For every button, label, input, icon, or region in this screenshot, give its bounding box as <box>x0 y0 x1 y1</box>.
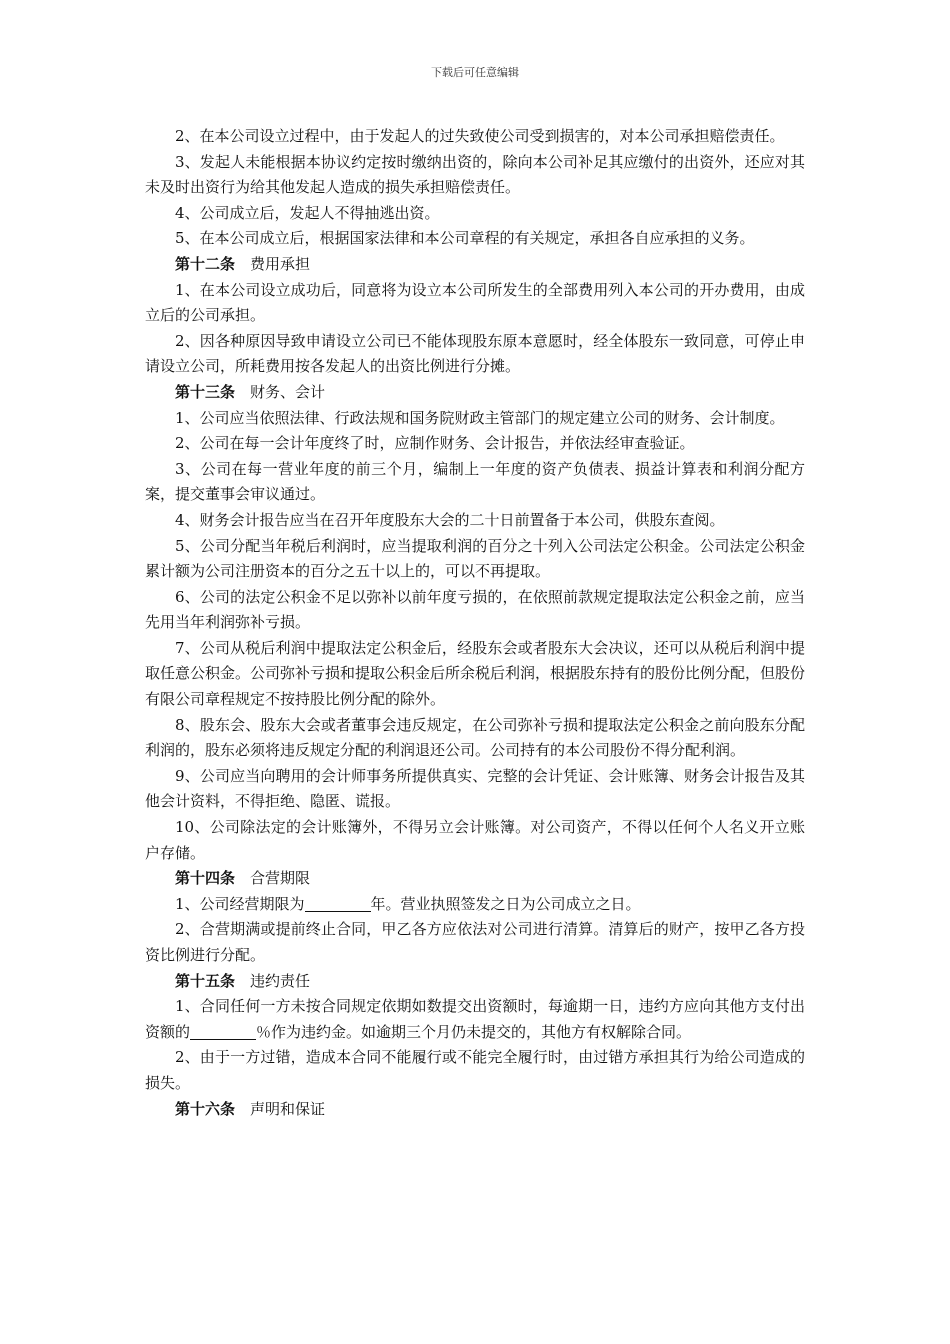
document-body <box>145 124 805 1122</box>
paragraph: 5、在本公司成立后，根据国家法律和本公司章程的有关规定，承担各自应承担的义务。 <box>175 229 755 248</box>
paragraph: 2、合营期满或提前终止合同，甲乙各方应依法对公司进行清算。清算后的财产，按甲乙各方投资比例进行分配。 <box>145 920 805 964</box>
article-heading-15 <box>145 969 805 995</box>
paragraph-text: ％作为违约金。如逾期三个月仍未提交的，其他方有权解除合同。 <box>256 1022 692 1041</box>
page-header: 下载后可任意编辑 <box>431 66 519 79</box>
article-title: 费用承担 <box>250 254 311 273</box>
paragraph: 4、财务会计报告应当在召开年度股东大会的二十日前置备于本公司，供股东查阅。 <box>175 510 725 529</box>
fill-in-blank <box>305 895 371 912</box>
article-heading-12 <box>145 252 805 278</box>
article-title: 违约责任 <box>250 971 311 990</box>
paragraph: 1、在本公司设立成功后，同意将为设立本公司所发生的全部费用列入本公司的开办费用，由成立后的公司承担。 <box>145 280 805 325</box>
paragraph: 4、公司成立后，发起人不得抽逃出资。 <box>175 203 440 222</box>
paragraph: 2、由于一方过错，造成本合同不能履行或不能完全履行时，由过错方承担其行为给公司造成的损失。 <box>145 1048 805 1092</box>
paragraph: 7、公司从税后利润中提取法定公积金后，经股东会或者股东大会决议，还可以从税后利润中提取任意公积金。公司弥补亏损和提取公积金后所余税后利润，根据股东持有的股份比例分配，但股份有限公司章程规定不按持股比例分配的除外。 <box>145 638 806 709</box>
paragraph <box>145 892 805 918</box>
paragraph: 5、公司分配当年税后利润时，应当提取利润的百分之十列入公司法定公积金。公司法定公积金累计额为公司注册资本的百分之五十以上的，可以不再提取。 <box>145 536 805 581</box>
article-number: 第十四条 <box>175 869 236 888</box>
paragraph: 10、公司除法定的会计账簿外，不得另立会计账簿。对公司资产，不得以任何个人名义开立账户存储。 <box>145 818 805 862</box>
article-number: 第十五条 <box>175 971 236 990</box>
paragraph: 2、在本公司设立过程中，由于发起人的过失致使公司受到损害的，对本公司承担赔偿责任。 <box>175 127 785 145</box>
article-number: 第十六条 <box>175 1099 236 1118</box>
paragraph: 2、因各种原因导致申请设立公司已不能体现股东原本意愿时，经全体股东一致同意，可停止申请设立公司，所耗费用按各发起人的出资比例进行分摊。 <box>145 331 805 376</box>
article-heading-16 <box>145 1097 805 1123</box>
article-heading-13 <box>145 380 805 406</box>
paragraph: 1、公司应当依照法律、行政法规和国务院财政主管部门的规定建立公司的财务、会计制度。 <box>175 408 785 427</box>
paragraph: 6、公司的法定公积金不足以弥补以前年度亏损的，在依照前款规定提取法定公积金之前，应当先用当年利润弥补亏损。 <box>145 587 805 632</box>
article-number: 第十三条 <box>175 382 236 401</box>
article-number: 第十二条 <box>175 254 236 273</box>
article-title: 合营期限 <box>250 869 311 888</box>
paragraph: 2、公司在每一会计年度终了时，应制作财务、会计报告，并依法经审查验证。 <box>175 434 695 453</box>
paragraph: 3、发起人未能根据本协议约定按时缴纳出资的，除向本公司补足其应缴付的出资外，还应对其未及时出资行为给其他发起人造成的损失承担赔偿责任。 <box>145 152 805 197</box>
paragraph: 3、公司在每一营业年度的前三个月，编制上一年度的资产负债表、损益计算表和利润分配方案，提交董事会审议通过。 <box>145 459 805 504</box>
article-title: 财务、会计 <box>250 382 326 401</box>
article-title: 声明和保证 <box>250 1099 326 1118</box>
article-heading-14 <box>145 866 805 892</box>
paragraph <box>145 994 805 1045</box>
paragraph-text: 1、合同任何一方未按合同规定依期如数提交出资额时，每逾期一日，违约方应向其他方支付出资额的 <box>145 997 805 1041</box>
paragraph: 9、公司应当向聘用的会计师事务所提供真实、完整的会计凭证、会计账簿、财务会计报告及其他会计资料，不得拒绝、隐匿、谎报。 <box>145 766 805 811</box>
paragraph-text: 年。营业执照签发之日为公司成立之日。 <box>370 894 641 913</box>
paragraph-text: 1、公司经营期限为 <box>175 894 305 913</box>
fill-in-blank <box>190 1023 256 1040</box>
paragraph: 8、股东会、股东大会或者董事会违反规定，在公司弥补亏损和提取法定公积金之前向股东分配利润的，股东必须将违反规定分配的利润退还公司。公司持有的本公司股份不得分配利润。 <box>145 715 805 760</box>
